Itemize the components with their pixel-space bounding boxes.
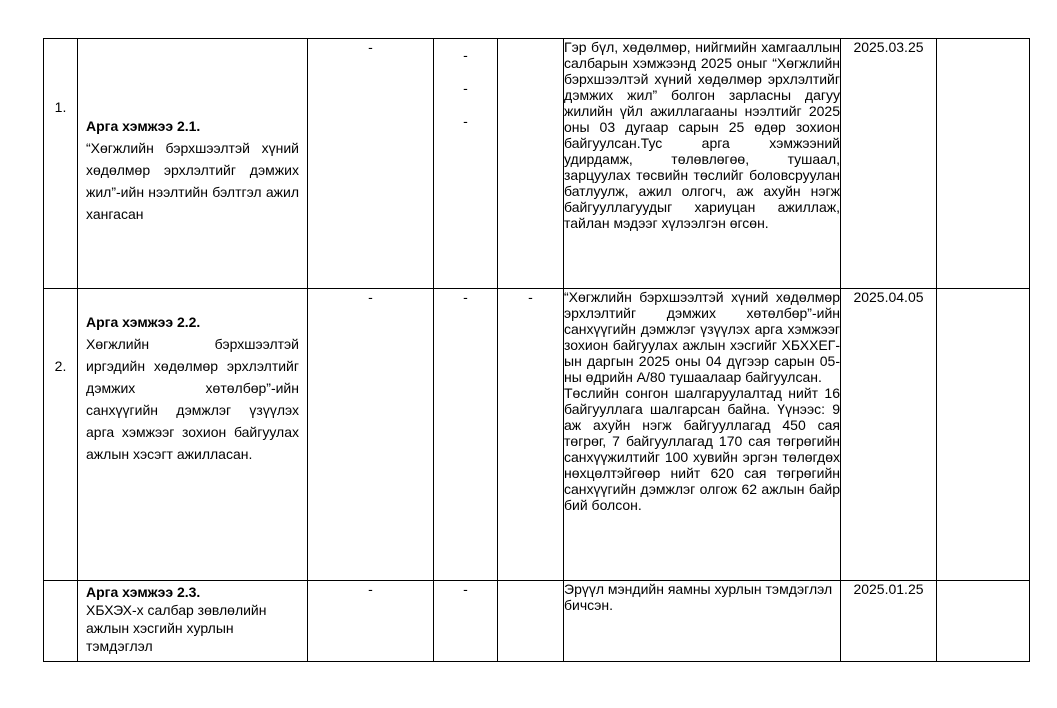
activity-report-table (43, 38, 1030, 662)
placeholder-cell (498, 289, 564, 581)
empty-cell (937, 39, 1030, 289)
result-cell (564, 39, 841, 289)
empty-cell (498, 581, 564, 662)
date-cell (841, 39, 937, 289)
activity-description: Хөгжлийн бэрхшээлтэй иргэдийн хөдөлмөр эрхлэлтийг дэмжих хөтөлбөр”-ийн санхүүгийн дэмжлэг үзүүлэх арга хэмжээг зохион байгуулах ажлын хэсэгт ажилласан. (86, 336, 299, 462)
date-value: 2025.01.25 (853, 581, 924, 597)
row-number-cell (44, 289, 78, 581)
dash: - (463, 289, 468, 305)
activity-description: “Хөгжлийн бэрхшээлтэй хүний хөдөлмөр эрхлэлтийг дэмжих жил”-ийн нээлтийн бэлтгэл ажил хангасан (86, 140, 299, 222)
result-text: Эрүүл мэндийн яамны хурлын тэмдэглэл бичсэн. (564, 581, 833, 613)
activity-title: Арга хэмжээ 2.1. (86, 118, 201, 134)
result-text: “Хөгжлийн бэрхшээлтэй хүний хөдөлмөр эрхлэлтийг дэмжих хөтөлбөр”-ийн санхүүгийн дэмжлэг үзүүлэх арга хэмжээг зохион байгуулах ажлын хэсгийг ХБХХЕГ-ын даргын 2025 оны 04 дүгээр сарын 05-ны өдрийн А/80 тушаалаар байгуулсан. (564, 289, 840, 385)
dash: - (463, 581, 468, 597)
result-text: Гэр бүл, хөдөлмөр, нийгмийн хамгааллын салбарын хэмжээнд 2025 оныг “Хөгжлийн бэрхшээлтэй хүний хөдөлмөр эрхлэлтийг дэмжих жил” болгон зарласны дагуу жилийн үйл ажиллагааны нээлтийг 2025 оны 03 дугаар сарын 25 өдөр зохион байгуулсан.Тус арга хэмжээний удирдамж, төлөвлөгөө, тушаал, зарцуулах төсвийн төслийг боловсруулан батлуулж, ажил олгогч, аж ахуйн нэгж байгууллагуудыг хариуцан ажиллаж, тайлан мэдээг хүлээлгэн өгсөн. (564, 39, 840, 231)
date-cell (841, 581, 937, 662)
row-number: 1. (54, 99, 67, 115)
activity-cell (78, 581, 308, 662)
dash: - (368, 39, 373, 55)
date-value: 2025.03.25 (853, 39, 924, 55)
row-number: 2. (54, 358, 67, 374)
placeholder-cell (434, 289, 498, 581)
placeholder-cell (308, 289, 434, 581)
dash: - (368, 289, 373, 305)
placeholder-cell (308, 581, 434, 662)
dash: - (463, 47, 468, 63)
table-row (44, 39, 1030, 289)
activity-cell (78, 289, 308, 581)
empty-cell (937, 289, 1030, 581)
result-cell (564, 289, 841, 581)
dash: - (528, 289, 533, 305)
activity-title: Арга хэмжээ 2.3. (86, 584, 201, 600)
dash: - (463, 113, 468, 129)
placeholder-cell (308, 39, 434, 289)
row-number-cell (44, 39, 78, 289)
placeholder-cell (434, 39, 498, 289)
empty-cell (44, 581, 78, 662)
placeholder-cell (434, 581, 498, 662)
result-cell (564, 581, 841, 662)
dash: - (463, 80, 468, 96)
date-value: 2025.04.05 (853, 289, 924, 305)
activity-description: ХБХЭХ-х салбар зөвлөлийн ажлын хэсгийн хурлын тэмдэглэл (86, 602, 267, 654)
empty-cell (498, 39, 564, 289)
table-row (44, 581, 1030, 662)
dash: - (368, 581, 373, 597)
result-text: Төслийн сонгон шалгаруулалтад нийт 16 байгууллага шалгарсан байна. Үүнээс: 9 аж ахуйн нэгж байгууллагад 450 сая төгрөг, 7 байгууллагад 170 сая төгрөгийн санхүүжилтийг 100 хувийн эргэн төлөгдөх нөхцөлтэйгөөр нийт 620 сая төгрөгийн санхүүгийн дэмжлэг олгож 62 ажлын байр бий болсон. (564, 385, 840, 513)
table-row (44, 289, 1030, 581)
activity-title: Арга хэмжээ 2.2. (86, 314, 201, 330)
activity-cell (78, 39, 308, 289)
empty-cell (937, 581, 1030, 662)
date-cell (841, 289, 937, 581)
